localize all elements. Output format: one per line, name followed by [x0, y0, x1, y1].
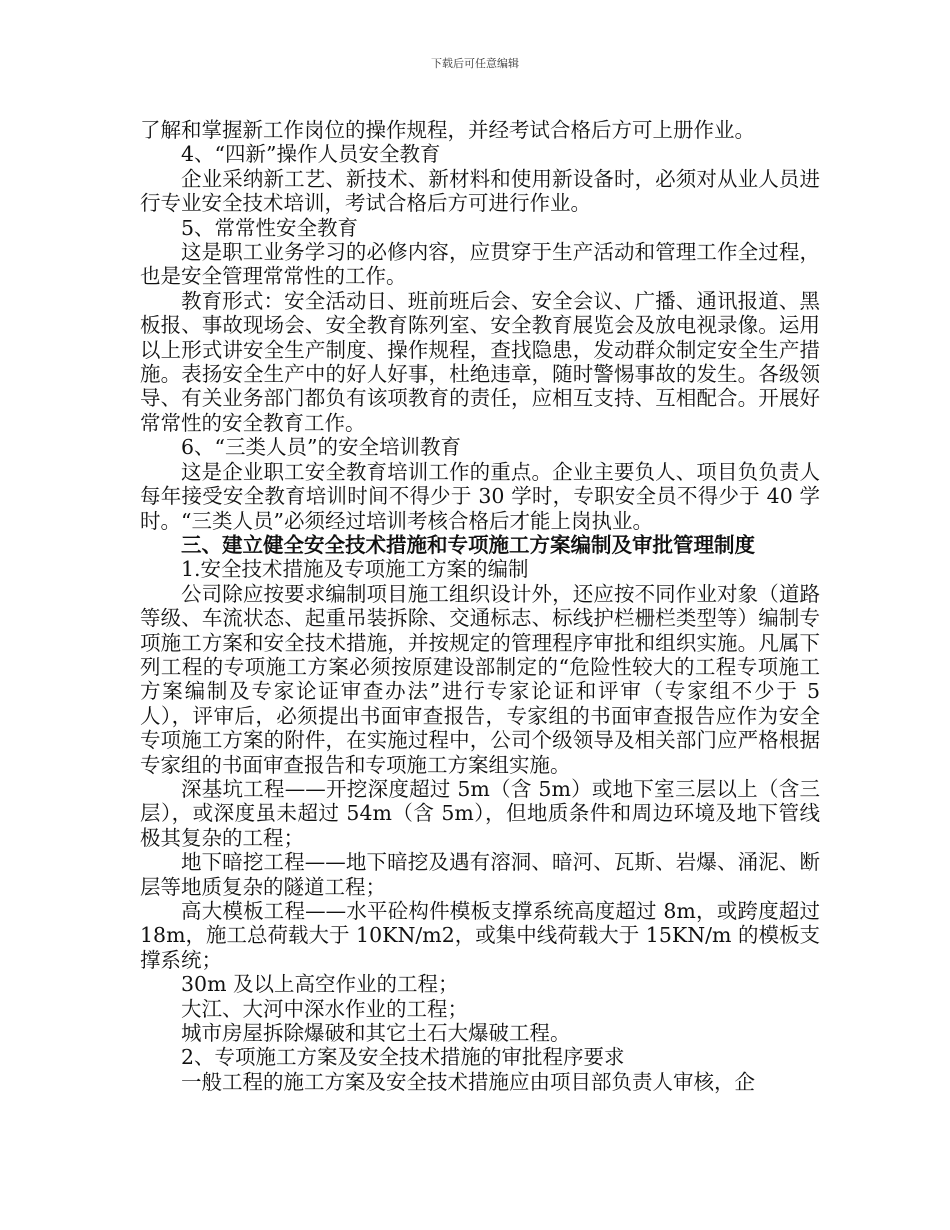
page-header: 下载后可任意编辑 — [431, 57, 519, 70]
list-item: 城市房屋拆除爆破和其它土石大爆破工程。 — [181, 1021, 571, 1046]
paragraph: 这是职工业务学习的必修内容，应贯穿于生产活动和管理工作全过程，也是安全管理常常性的工作。 — [140, 240, 820, 289]
list-item: 深基坑工程——开挖深度超过 5m（含 5m）或地下室三层以上（含三层），或深度虽未超过 54m（含 5m），但地质条件和周边环境及地下管线极其复杂的工程； — [140, 776, 820, 850]
paragraph: 一般工程的施工方案及安全技术措施应由项目部负责人审核，企 — [181, 1069, 755, 1094]
paragraph: 公司除应按要求编制项目施工组织设计外，还应按不同作业对象（道路等级、车流状态、起重吊装拆除、交通标志、标线护栏栅栏类型等）编制专项施工方案和安全技术措施，并按规定的管理程序审批和组织实施。凡属下列工程的专项施工方案必须按原建设部制定的“危险性较大的工程专项施工方案编制及专家论证审查办法”进行专家论证和评审（专家组不少于 5 人），评审后，必须提出书面审查报告，专家组的书面审查报告应作为安全专项施工方案的附件，在实施过程中，公司个级领导及相关部门应严格根据专家组的书面审查报告和专项施工方案组实施。 — [140, 581, 820, 777]
paragraph: 这是企业职工安全教育培训工作的重点。企业主要负人、项目负负责人每年接受安全教育培训时间不得少于 30 学时，专职安全员不得少于 40 学时。“三类人员”必须经过培训考核合格后才能上岗执业。 — [140, 459, 820, 533]
paragraph: 企业采纳新工艺、新技术、新材料和使用新设备时，必须对从业人员进行专业安全技术培训，考试合格后方可进行作业。 — [140, 166, 820, 216]
list-heading: 6、“三类人员”的安全培训教育 — [181, 435, 462, 460]
list-item: 大江、大河中深水作业的工程； — [181, 996, 468, 1021]
list-heading: 4、“四新”操作人员安全教育 — [181, 142, 441, 167]
document-body — [140, 118, 820, 1094]
paragraph: 了解和掌握新工作岗位的操作规程，并经考试合格后方可上册作业。 — [140, 118, 755, 142]
subsection-heading: 2、专项施工方案及安全技术措施的审批程序要求 — [181, 1045, 625, 1070]
paragraph: 教育形式：安全活动日、班前班后会、安全会议、广播、通讯报道、黑板报、事故现场会、安全教育陈列室、安全教育展览会及放电视录像。运用以上形式讲安全生产制度、操作规程，查找隐患，发动群众制定安全生产措施。表扬安全生产中的好人好事，杜绝违章，随时警惕事故的发生。各级领导、有关业务部门都负有该项教育的责任，应相互支持、互相配合。开展好常常性的安全教育工作。 — [140, 288, 820, 435]
section-heading: 三、建立健全安全技术措施和专项施工方案编制及审批管理制度 — [181, 532, 755, 557]
list-item: 地下暗挖工程——地下暗挖及遇有溶洞、暗河、瓦斯、岩爆、涌泥、断层等地质复杂的隧道工程； — [140, 850, 820, 899]
subsection-heading: 1.安全技术措施及专项施工方案的编制 — [181, 557, 529, 582]
list-item: 30m 及以上高空作业的工程； — [181, 972, 459, 997]
list-item: 高大模板工程——水平砼构件模板支撑系统高度超过 8m，或跨度超过 18m，施工总荷载大于 10KN/m2，或集中线荷载大于 15KN/m 的模板支撑系统； — [140, 899, 820, 972]
list-heading: 5、常常性安全教育 — [181, 215, 359, 240]
